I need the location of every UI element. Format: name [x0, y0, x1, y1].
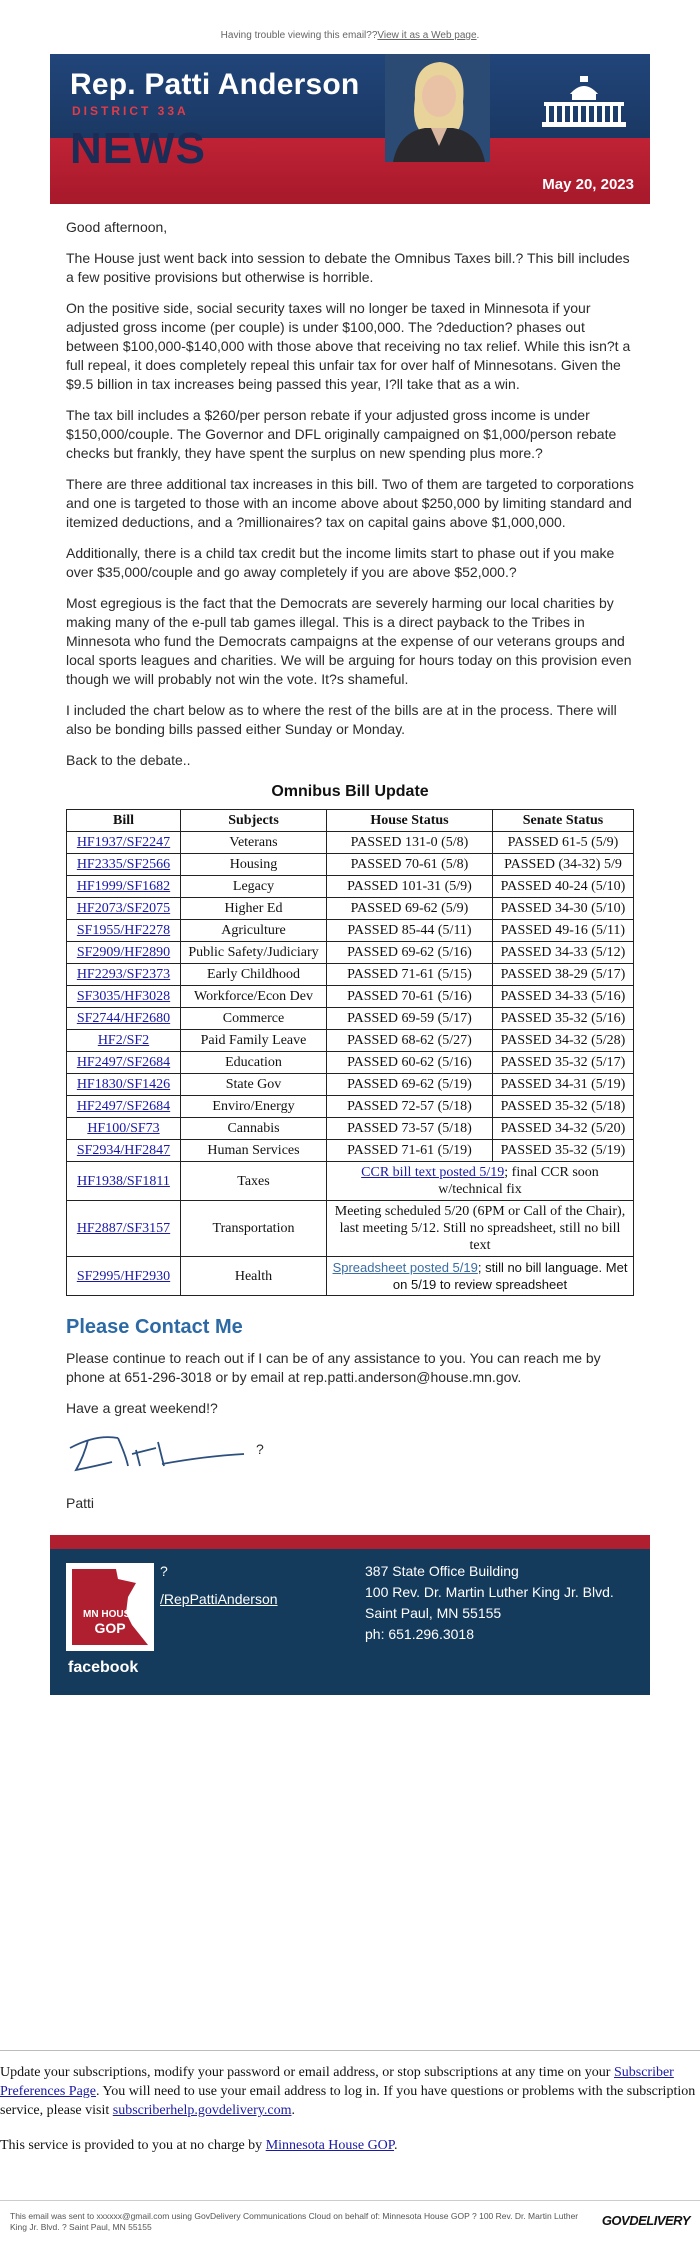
district-label: DISTRICT 33A	[72, 104, 189, 118]
bill-cell	[67, 920, 181, 942]
signature-q: ?	[256, 1441, 264, 1457]
body-paragraph-5: Additionally, there is a child tax credit but the income limits start to phase out if you make over $35,000/couple and go away completely if you are above $52,000.?	[66, 545, 615, 580]
status-cell: Meeting scheduled 5/20 (6PM or Call of the Chair), last meeting 5/12. Still no spreadsheet, still no bill text	[327, 1201, 634, 1257]
legal-footer	[0, 2200, 700, 2233]
table-row	[67, 920, 634, 942]
senate-status-cell: PASSED 34-31 (5/19)	[493, 1074, 634, 1096]
senate-status-cell: PASSED 34-32 (5/28)	[493, 1030, 634, 1052]
manage-text-b: . You will need to use your email address to log in. If you have questions or problems with the subscription service, please visit	[0, 2084, 696, 2118]
table-row	[67, 854, 634, 876]
body-paragraph-1: The House just went back into session to debate the Omnibus Taxes bill.? This bill includes a few positive provisions but otherwise is horrible.	[66, 250, 630, 285]
newsletter-banner	[50, 54, 650, 204]
bill-cell	[67, 964, 181, 986]
table-row	[67, 1008, 634, 1030]
preheader-end: .	[476, 30, 480, 41]
house-status-cell: PASSED 101-31 (5/9)	[327, 876, 493, 898]
footer-q: ?	[160, 1563, 168, 1579]
bill-cell	[67, 1052, 181, 1074]
subject-cell: Early Childhood	[181, 964, 327, 986]
table-row	[67, 942, 634, 964]
bill-cell	[67, 942, 181, 964]
house-status-cell: PASSED 131-0 (5/8)	[327, 832, 493, 854]
subject-cell: Enviro/Energy	[181, 1096, 327, 1118]
manage-text-c: .	[291, 2103, 295, 2118]
issue-date: May 20, 2023	[542, 176, 634, 193]
house-status-cell: PASSED 70-61 (5/16)	[327, 986, 493, 1008]
bill-link[interactable]: HF2335/SF2566	[76, 857, 171, 872]
bill-cell	[67, 1140, 181, 1162]
status-cell	[327, 1257, 634, 1296]
contact-heading: Please Contact Me	[66, 1316, 243, 1338]
table-row	[67, 1074, 634, 1096]
subscriber-preferences-link[interactable]: Subscriber Preferences Page	[0, 2065, 674, 2099]
senate-status-cell: PASSED 35-32 (5/19)	[493, 1140, 634, 1162]
sign-off-name: Patti	[66, 1495, 95, 1511]
house-status-cell: PASSED 71-61 (5/19)	[327, 1140, 493, 1162]
house-status-cell: PASSED 85-44 (5/11)	[327, 920, 493, 942]
bill-link[interactable]: HF2887/SF3157	[76, 1221, 171, 1236]
bill-link[interactable]: HF2497/SF2684	[76, 1055, 171, 1070]
house-status-cell: PASSED 71-61 (5/15)	[327, 964, 493, 986]
bill-cell	[67, 986, 181, 1008]
bill-link[interactable]: HF2073/SF2075	[76, 901, 171, 916]
bill-link[interactable]: SF2934/HF2847	[76, 1143, 171, 1158]
table-header-row	[67, 810, 634, 832]
subscription-management	[0, 2050, 700, 2171]
office-address	[365, 1561, 614, 1645]
bill-link[interactable]: SF1955/HF2278	[76, 923, 171, 938]
facebook-handle-link[interactable]: /RepPattiAnderson	[160, 1591, 278, 1607]
manage-paragraph	[0, 2063, 700, 2120]
rep-name: Rep. Patti Anderson	[70, 68, 360, 101]
address-line-1: 387 State Office Building	[365, 1563, 519, 1579]
bill-link[interactable]: HF2497/SF2684	[76, 1099, 171, 1114]
capitol-icon	[536, 72, 632, 132]
manage-text-a: Update your subscriptions, modify your password or email address, or stop subscriptions at any time on your	[0, 2065, 614, 2080]
rep-photo	[385, 54, 490, 162]
table-row	[67, 1140, 634, 1162]
bill-cell	[67, 876, 181, 898]
senate-status-cell: PASSED 34-33 (5/16)	[493, 986, 634, 1008]
subject-cell: Housing	[181, 854, 327, 876]
header-house-status: House Status	[327, 810, 493, 832]
newsletter-body	[50, 204, 650, 1513]
logo-text-gop: GOP	[94, 1620, 126, 1636]
header-subjects: Subjects	[181, 810, 327, 832]
senate-status-cell: PASSED 61-5 (5/9)	[493, 832, 634, 854]
table-row	[67, 832, 634, 854]
table-row	[67, 876, 634, 898]
table-row	[67, 986, 634, 1008]
bill-link[interactable]: HF1830/SF1426	[76, 1077, 171, 1092]
address-line-3: Saint Paul, MN 55155	[365, 1605, 502, 1621]
bill-link[interactable]: HF1999/SF1682	[76, 879, 171, 894]
table-row	[67, 1030, 634, 1052]
senate-status-cell: PASSED 35-32 (5/18)	[493, 1096, 634, 1118]
legal-text: This email was sent to xxxxxx@gmail.com using GovDelivery Communications Cloud on behalf of: Minnesota House GOP ? 100 Rev. Dr. Martin Luther King Jr. Blvd. ? Saint Paul, MN 55155	[10, 2211, 579, 2232]
senate-status-cell: PASSED (34-32) 5/9	[493, 854, 634, 876]
bill-link[interactable]: HF1938/SF1811	[77, 1173, 170, 1189]
senate-status-cell: PASSED 40-24 (5/10)	[493, 876, 634, 898]
table-title: Omnibus Bill Update	[271, 783, 429, 800]
mn-house-gop-logo	[66, 1563, 154, 1651]
senate-status-cell: PASSED 38-29 (5/17)	[493, 964, 634, 986]
greeting: Good afternoon,	[66, 219, 168, 235]
subject-cell: Veterans	[181, 832, 327, 854]
subject-cell: Health	[181, 1257, 327, 1296]
bill-cell	[67, 1162, 181, 1201]
bill-link[interactable]: SF2995/HF2930	[76, 1268, 171, 1284]
bill-cell	[67, 1030, 181, 1052]
house-status-cell: PASSED 68-62 (5/27)	[327, 1030, 493, 1052]
bill-link[interactable]: SF2744/HF2680	[76, 1011, 171, 1026]
house-status-cell: PASSED 69-62 (5/19)	[327, 1074, 493, 1096]
house-status-cell: PASSED 69-62 (5/9)	[327, 898, 493, 920]
body-paragraph-7: I included the chart below as to where the rest of the bills are at in the process. There will also be bonding bills passed either Sunday or Monday.	[66, 702, 617, 737]
signature-image	[66, 1426, 266, 1476]
bill-link[interactable]: SF2909/HF2890	[76, 945, 171, 960]
body-paragraph-3: The tax bill includes a $260/per person rebate if your adjusted gross income is under $150,000/couple. The Governor and DFL originally campaigned on $1,000/person rebate checks but frankly, they have spent the surplus on new spending plus more.?	[66, 407, 617, 461]
subject-cell: Taxes	[181, 1162, 327, 1201]
govdelivery-logo: GOVDELIVERY	[601, 2213, 690, 2228]
bill-cell	[67, 1257, 181, 1296]
table-row-transportation	[67, 1201, 634, 1257]
table-row	[67, 1096, 634, 1118]
bill-cell	[67, 854, 181, 876]
view-web-link[interactable]: View it as a Web page	[377, 30, 477, 41]
bill-cell	[67, 898, 181, 920]
status-text: ; final CCR soon w/technical fix	[438, 1165, 599, 1197]
weekend-note: Have a great weekend!?	[66, 1400, 218, 1416]
contact-text: Please continue to reach out if I can be of any assistance to you. You can reach me by phone at 651-296-3018 or by email at rep.patti.anderson@house.mn.gov.	[66, 1350, 601, 1385]
senate-status-cell: PASSED 35-32 (5/17)	[493, 1052, 634, 1074]
facebook-label: facebook	[68, 1659, 139, 1676]
house-status-cell: PASSED 70-61 (5/8)	[327, 854, 493, 876]
bill-link[interactable]: HF2/SF2	[97, 1033, 150, 1048]
subject-cell: Transportation	[181, 1201, 327, 1257]
footer	[50, 1549, 650, 1695]
service-paragraph	[0, 2136, 700, 2155]
house-status-cell: PASSED 60-62 (5/16)	[327, 1052, 493, 1074]
bill-cell	[67, 832, 181, 854]
senate-status-cell: PASSED 34-32 (5/20)	[493, 1118, 634, 1140]
subject-cell: Paid Family Leave	[181, 1030, 327, 1052]
table-body	[67, 832, 634, 1296]
table-row	[67, 1118, 634, 1140]
bill-link[interactable]: HF100/SF73	[87, 1121, 160, 1136]
bill-cell	[67, 1008, 181, 1030]
senate-status-cell: PASSED 34-33 (5/12)	[493, 942, 634, 964]
bill-link[interactable]: HF1937/SF2247	[76, 835, 171, 850]
bill-link[interactable]: HF2293/SF2373	[76, 967, 171, 982]
senate-status-cell: PASSED 35-32 (5/16)	[493, 1008, 634, 1030]
preheader	[0, 0, 700, 54]
signature	[66, 1426, 634, 1486]
body-paragraph-4: There are three additional tax increases in this bill. Two of them are targeted to corporations and one is targeted to those with an income above about $250,000 by limiting standard and itemized deductions, and a ?millionaires? tax on capital gains above $1,000,000.	[66, 476, 634, 530]
subject-cell: Education	[181, 1052, 327, 1074]
table-row	[67, 1052, 634, 1074]
table-row-taxes	[67, 1162, 634, 1201]
email-container	[50, 54, 650, 1695]
senate-status-cell: PASSED 49-16 (5/11)	[493, 920, 634, 942]
subject-cell: Higher Ed	[181, 898, 327, 920]
address-line-2: 100 Rev. Dr. Martin Luther King Jr. Blvd.	[365, 1584, 614, 1600]
table-row	[67, 898, 634, 920]
header-bill: Bill	[67, 810, 181, 832]
subject-cell: State Gov	[181, 1074, 327, 1096]
house-status-cell: PASSED 69-62 (5/16)	[327, 942, 493, 964]
preheader-text: Having trouble viewing this email??	[220, 30, 378, 41]
subject-cell: Cannabis	[181, 1118, 327, 1140]
mn-house-gop-link[interactable]: Minnesota House GOP	[265, 2138, 395, 2153]
table-row	[67, 964, 634, 986]
house-status-cell: PASSED 73-57 (5/18)	[327, 1118, 493, 1140]
spreadsheet-link[interactable]: Spreadsheet posted 5/19	[332, 1260, 478, 1275]
body-paragraph-6: Most egregious is the fact that the Democrats are severely harming our local charities by making many of the e-pull tab games illegal. This is a direct payback to the Tribes in Minnesota who fund the Democrats campaigns at the expense of our veterans groups and local sports leagues and charities. We will be arguing for hours today on this provision even though we will probably not win the vote. It?s shameful.	[66, 595, 632, 687]
footer-band	[50, 1535, 650, 1549]
address-phone: ph: 651.296.3018	[365, 1626, 474, 1642]
subscriber-help-link[interactable]: subscriberhelp.govdelivery.com	[112, 2103, 292, 2118]
subject-cell: Human Services	[181, 1140, 327, 1162]
bill-cell	[67, 1096, 181, 1118]
status-cell	[327, 1162, 634, 1201]
omnibus-bill-table	[66, 809, 634, 1296]
subject-cell: Legacy	[181, 876, 327, 898]
logo-text-mn: MN HOUSE	[83, 1609, 137, 1620]
body-paragraph-2: On the positive side, social security taxes will no longer be taxed in Minnesota if your adjusted gross income (per couple) is under $100,000. The ?deduction? phases out between $100,000-$140,000 with those above that receiving no tax relief. While this isn?t a full repeal, it does completely repeal this unfair tax for over half of Minnesotans. Given the $9.5 billion in tax increases being passed this year, I?ll take that as a win.	[66, 300, 631, 392]
house-status-cell: PASSED 69-59 (5/17)	[327, 1008, 493, 1030]
header-senate-status: Senate Status	[493, 810, 634, 832]
subject-cell: Workforce/Econ Dev	[181, 986, 327, 1008]
status-text: ; still no bill language. Met on 5/19 to review spreadsheet	[392, 1260, 628, 1292]
bill-cell	[67, 1201, 181, 1257]
bill-cell	[67, 1118, 181, 1140]
table-row-health	[67, 1257, 634, 1296]
service-text-a: This service is provided to you at no charge by	[0, 2138, 266, 2153]
subject-cell: Commerce	[181, 1008, 327, 1030]
bill-link[interactable]: SF3035/HF3028	[76, 989, 171, 1004]
ccr-text-link[interactable]: CCR bill text posted 5/19	[361, 1165, 505, 1180]
senate-status-cell: PASSED 34-30 (5/10)	[493, 898, 634, 920]
service-text-b: .	[394, 2138, 398, 2153]
closing-line: Back to the debate..	[66, 752, 191, 768]
bill-cell	[67, 1074, 181, 1096]
subject-cell: Public Safety/Judiciary	[181, 942, 327, 964]
subject-cell: Agriculture	[181, 920, 327, 942]
news-label: NEWS	[70, 124, 206, 173]
house-status-cell: PASSED 72-57 (5/18)	[327, 1096, 493, 1118]
